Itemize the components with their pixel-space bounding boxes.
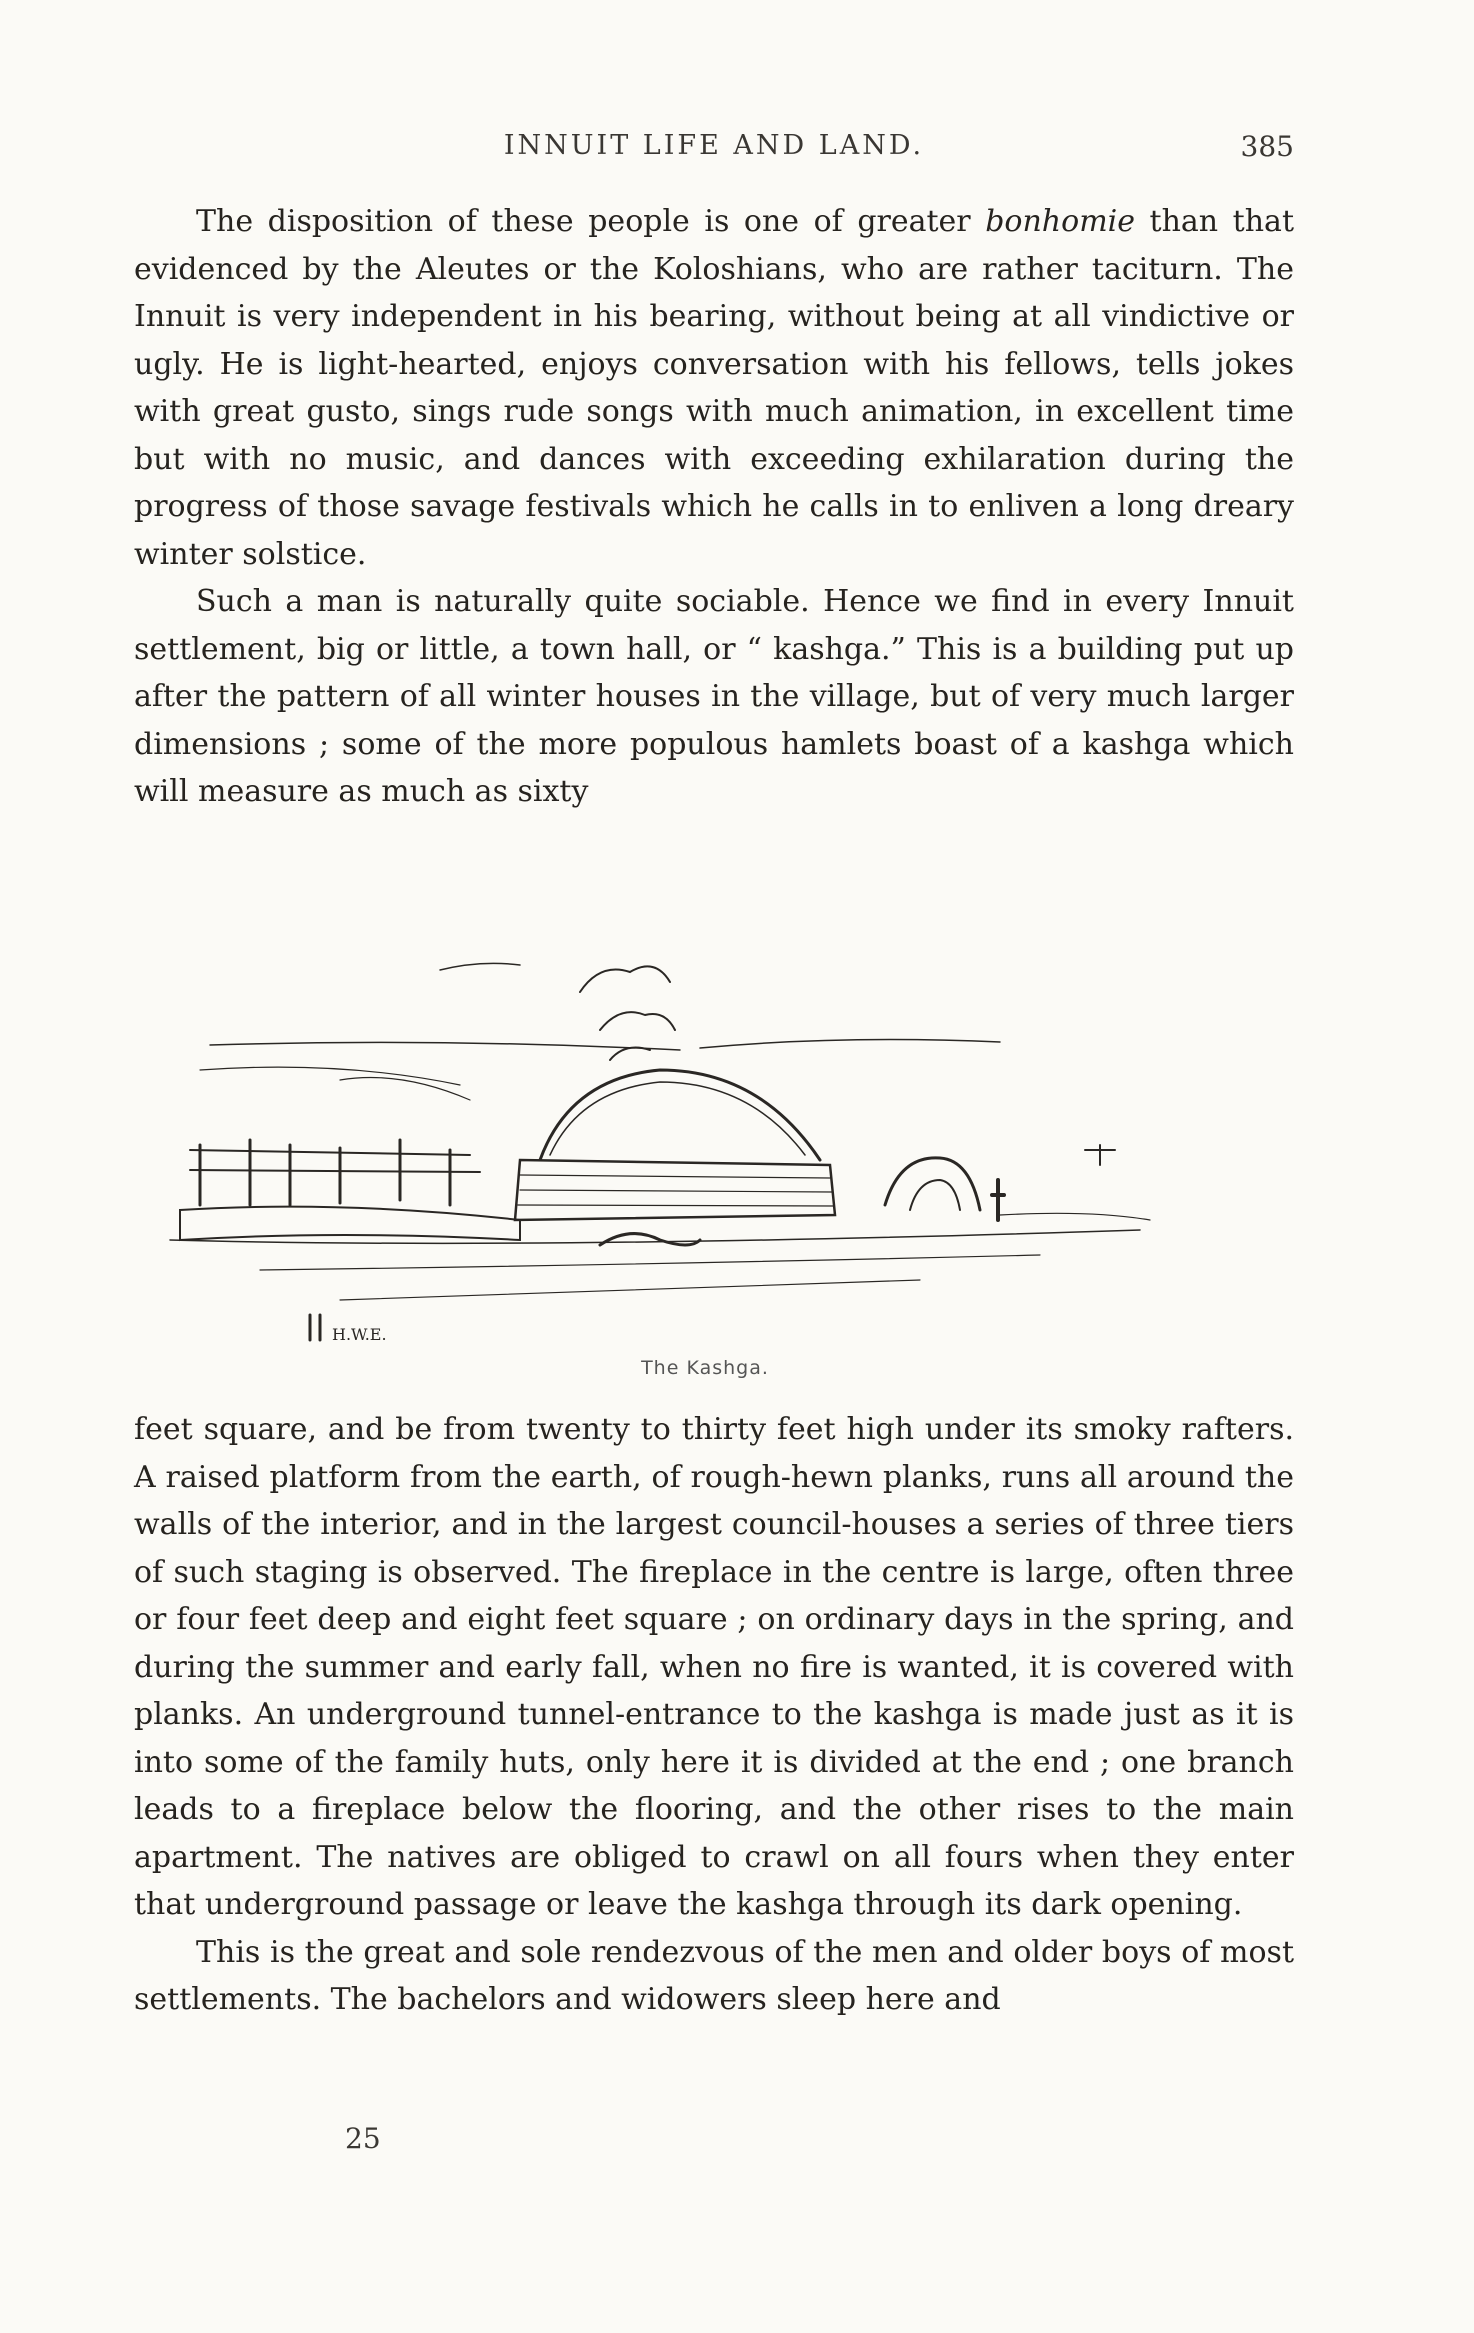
paragraph-text: The disposition of these people is one of greater [196, 204, 986, 239]
ground-line [260, 1255, 1040, 1270]
signature-mark: 25 [345, 2122, 381, 2155]
ground-shading [180, 1207, 520, 1240]
paragraph-text: than that evidenced by the Aleutes or the Koloshians, who are rather taciturn. The Innuit is very independent in his bearing, without being at all vindictive or ugly. He is light-hearted, enjoys conversation with his fellows, tells jokes with great gusto, sings rude songs with much animation, in excellent time but with no music, and dances with exceeding exhilaration during the progress of those savage festivals which he calls in to enliven a long dreary winter solstice. [134, 204, 1294, 572]
text-block-top [134, 198, 1294, 816]
italic-term: bonhomie [985, 204, 1135, 239]
text-block-bottom [134, 1406, 1294, 2024]
running-head [134, 130, 1294, 170]
kashga-figure [140, 910, 1270, 1379]
kashga-engraving-illustration [140, 910, 1270, 1350]
running-title: INNUIT LIFE AND LAND. [503, 130, 925, 161]
ground-line [340, 1280, 920, 1300]
artist-signature: H.W.E. [332, 1325, 387, 1344]
hill [340, 1078, 470, 1101]
distant-post [1085, 1145, 1115, 1165]
paragraph-rendezvous: This is the great and sole rendezvous of the men and older boys of most settlements. The bachelors and widowers sleep here and [134, 1934, 1294, 2017]
standing-figure [992, 1180, 1004, 1220]
smoke [440, 963, 520, 970]
smoke [610, 1048, 650, 1060]
sled [600, 1234, 700, 1245]
paragraph-continued: feet square, and be from twenty to thirty feet high under its smoky rafters. A raised platform from the earth, of rough-hewn planks, runs all around the walls of the interior, and in the largest council-houses a series of three tiers of such staging is observed. The fireplace in the centre is large, often three or four feet deep and eight feet square ; on ordinary days in the spring, and during the summer and early fall, when no fire is wanted, it is covered with planks. An underground tunnel-entrance to the kashga is made just as it is into some of the family huts, only here it is divided at the end ; one branch leads to a fireplace below the flooring, and the other rises to the main apartment. The natives are obliged to crawl on all fours when they enter that underground passage or leave the kashga through its dark opening. [134, 1412, 1294, 1922]
smoke [580, 966, 670, 992]
paragraph-disposition [134, 198, 1294, 578]
hill [200, 1067, 460, 1085]
horizon-line [210, 1042, 680, 1050]
figure-caption: The Kashga. [641, 1357, 769, 1379]
tunnel-entrance [885, 1158, 980, 1210]
smoke [600, 1012, 675, 1030]
ground-line [1000, 1213, 1150, 1220]
page-number: 385 [1240, 130, 1294, 163]
paragraph-sociable: Such a man is naturally quite sociable. Hence we find in every Innuit settlement, big or little, a town hall, or “ kashga.” This is a building put up after the pattern of all winter houses in the village, but of very much larger dimensions ; some of the more populous hamlets boast of a kashga which will measure as much as sixty [134, 584, 1294, 809]
horizon-line [700, 1040, 1000, 1048]
